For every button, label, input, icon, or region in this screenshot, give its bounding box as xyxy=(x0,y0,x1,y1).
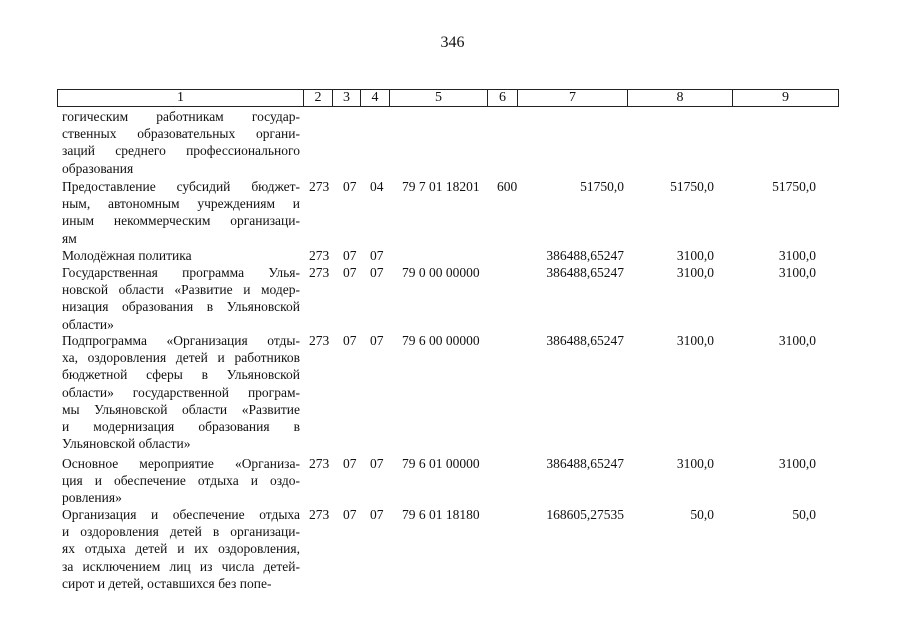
row-3-c8: 3100,0 xyxy=(676,248,714,263)
description-line: ственных образовательных органи- xyxy=(62,126,300,142)
row-7-c9: 50,0 xyxy=(792,507,816,522)
description-line: ха, оздоровления детей и работников xyxy=(62,350,300,366)
row-4-c4: 07 xyxy=(370,265,384,280)
row-7-c7: 168605,27535 xyxy=(546,507,624,522)
row-3-c7: 386488,65247 xyxy=(546,248,624,263)
description-line: Подпрограмма «Организация отды- xyxy=(62,333,300,348)
description-line: Государственная программа Улья- xyxy=(62,265,300,280)
header-col-7: 7 xyxy=(518,90,628,106)
row-4-c7: 386488,65247 xyxy=(546,265,624,280)
row-6-c8: 3100,0 xyxy=(676,456,714,471)
row-6-c4: 07 xyxy=(370,456,384,471)
row-7-description xyxy=(62,506,300,592)
description-line: ным, автономным учреждениям и xyxy=(62,196,300,212)
row-1-description xyxy=(62,108,300,177)
row-4-description xyxy=(62,264,300,333)
page-number: 346 xyxy=(440,34,465,51)
row-6-c3: 07 xyxy=(343,456,357,471)
header-col-5: 5 xyxy=(390,90,488,106)
header-col-6: 6 xyxy=(488,90,518,106)
description-line: ях отдыха детей и их оздоровления, xyxy=(62,541,300,557)
row-3-c9: 3100,0 xyxy=(778,248,816,263)
row-3-description xyxy=(62,247,300,264)
row-5-c5: 79 6 00 00000 xyxy=(402,333,480,348)
description-line: Ульяновской области» xyxy=(62,436,191,452)
description-line: образования xyxy=(62,160,134,176)
description-line: гогическим работникам государ- xyxy=(62,109,300,124)
description-line: ям xyxy=(62,230,77,246)
description-line: Предоставление субсидий бюджет- xyxy=(62,179,300,194)
row-7-c3: 07 xyxy=(343,507,357,522)
row-7-c4: 07 xyxy=(370,507,384,522)
header-col-9: 9 xyxy=(782,90,789,105)
description-line: иным некоммерческим организаци- xyxy=(62,213,300,229)
row-5-c3: 07 xyxy=(343,333,357,348)
header-col-2: 2 xyxy=(304,90,333,106)
description-line: новской области «Развитие и модер- xyxy=(62,282,300,298)
row-6-c7: 386488,65247 xyxy=(546,456,624,471)
row-3-c3: 07 xyxy=(343,248,357,263)
description-line: ция и обеспечение отдыха и оздо- xyxy=(62,473,300,489)
description-line: Основное мероприятие «Организа- xyxy=(62,456,300,471)
row-5-c8: 3100,0 xyxy=(676,333,714,348)
description-line: сирот и детей, оставшихся без попе- xyxy=(62,575,272,591)
row-6-c9: 3100,0 xyxy=(778,456,816,471)
description-line: области» государственной програм- xyxy=(62,384,300,400)
description-line: и модернизация образования в xyxy=(62,418,300,434)
row-5-c7: 386488,65247 xyxy=(546,333,624,348)
row-3-c4: 07 xyxy=(370,248,384,263)
description-line: за исключением лиц из числа детей- xyxy=(62,558,300,574)
header-col-3: 3 xyxy=(333,90,361,106)
row-2-c7: 51750,0 xyxy=(580,179,624,194)
row-2-c5: 79 7 01 18201 xyxy=(402,179,480,194)
row-6-c2: 273 xyxy=(309,456,330,471)
description-line: низация образования в Ульяновской xyxy=(62,299,300,315)
row-2-c4: 04 xyxy=(370,179,384,194)
description-line: бюджетной сферы в Ульяновской xyxy=(62,367,300,383)
row-6-description xyxy=(62,455,300,507)
description-line: заций среднего профессионального xyxy=(62,143,300,159)
description-line: мы Ульяновской области «Развитие xyxy=(62,401,300,417)
row-4-c2: 273 xyxy=(309,265,330,280)
row-5-c9: 3100,0 xyxy=(778,333,816,348)
row-2-c9: 51750,0 xyxy=(772,179,816,194)
description-line: Молодёжная политика xyxy=(62,248,192,263)
row-7-c8: 50,0 xyxy=(690,507,714,522)
header-col-8: 8 xyxy=(628,90,733,106)
row-5-c4: 07 xyxy=(370,333,384,348)
row-4-c3: 07 xyxy=(343,265,357,280)
row-6-c5: 79 6 01 00000 xyxy=(402,456,480,471)
row-7-c2: 273 xyxy=(309,507,330,522)
row-5-c2: 273 xyxy=(309,333,330,348)
row-7-c5: 79 6 01 18180 xyxy=(402,507,480,522)
row-2-c2: 273 xyxy=(309,179,330,194)
header-col-1: 1 xyxy=(58,90,304,106)
row-2-c3: 07 xyxy=(343,179,357,194)
row-4-c8: 3100,0 xyxy=(676,265,714,280)
description-line: и оздоровления детей в организаци- xyxy=(62,524,300,540)
description-line: области» xyxy=(62,316,114,332)
row-4-c5: 79 0 00 00000 xyxy=(402,265,480,280)
row-2-c8: 51750,0 xyxy=(670,179,714,194)
description-line: Организация и обеспечение отдыха xyxy=(62,507,300,522)
row-3-c2: 273 xyxy=(309,248,330,263)
table-header-row xyxy=(57,89,839,107)
row-5-description xyxy=(62,332,300,452)
header-col-4: 4 xyxy=(361,90,390,106)
row-2-description xyxy=(62,178,300,247)
row-2-c6: 600 xyxy=(497,179,518,194)
row-4-c9: 3100,0 xyxy=(778,265,816,280)
description-line: ровления» xyxy=(62,490,122,506)
